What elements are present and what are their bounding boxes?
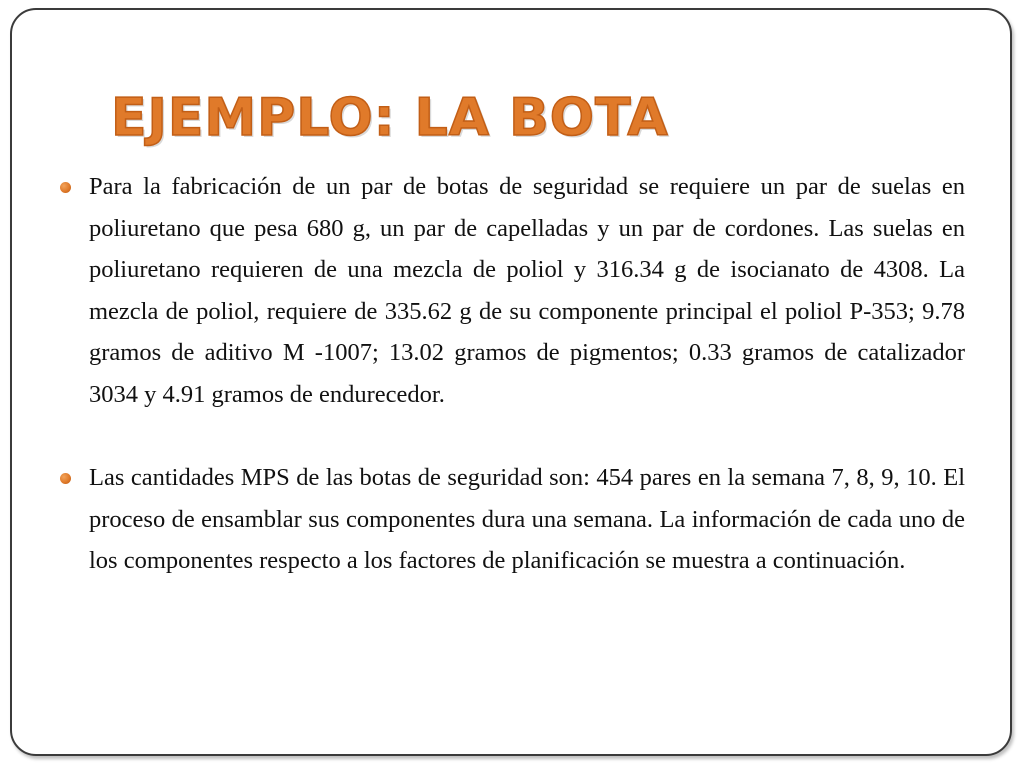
bullet-text: Las cantidades MPS de las botas de seguridad son: 454 pares en la semana 7, 8, 9, 10. El proceso de ensamblar sus componentes dura una semana. La información de cada uno de los componentes respecto a los factores de planificación se muestra a continuación.	[89, 464, 965, 574]
bullet-dot-icon	[60, 473, 71, 484]
slide-title: EJEMPLO: LA BOTA	[111, 88, 669, 148]
bullet-list	[60, 166, 965, 582]
bullet-item	[60, 457, 965, 582]
bullet-dot-icon	[60, 182, 71, 193]
bullet-item	[60, 166, 965, 415]
bullet-text: Para la fabricación de un par de botas de seguridad se requiere un par de suelas en poliuretano que pesa 680 g, un par de capelladas y un par de cordones. Las suelas en poliuretano requieren de una mezcla de poliol y 316.34 g de isocianato de 4308. La mezcla de poliol, requiere de 335.62 g de su componente principal el poliol P-353; 9.78 gramos de aditivo M -1007; 13.02 gramos de pigmentos; 0.33 gramos de catalizador 3034 y 4.91 gramos de endurecedor.	[89, 173, 965, 408]
